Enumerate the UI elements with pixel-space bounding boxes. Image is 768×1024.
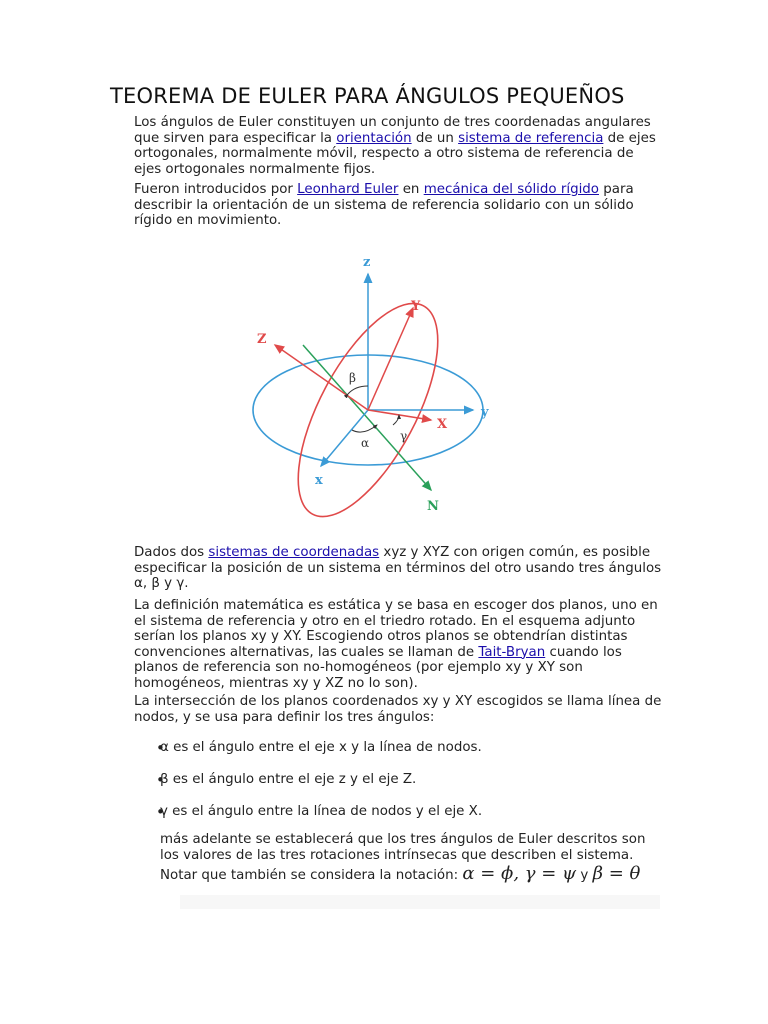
label-y: y — [481, 405, 489, 420]
text: de un — [411, 130, 459, 146]
label-x: x — [315, 473, 323, 488]
text: para describir la orientación de un sistema de referencia solidario con un sólido rígido en movimiento. — [134, 182, 634, 228]
definition-paragraph — [134, 598, 664, 691]
label-z: z — [363, 255, 371, 270]
coords-paragraph — [134, 545, 664, 592]
beta-arc — [348, 386, 368, 394]
text: xyz y XYZ con origen común, es posible especificar la posición de un sistema en términos del otro usando tres ángulos α, β y γ. — [134, 545, 662, 591]
link-mecanica-solido-rigido[interactable]: mecánica del sólido rígido — [423, 182, 599, 197]
bullet-beta-text: β es el ángulo entre el eje z y el eje Z. — [160, 772, 417, 787]
text: en — [398, 182, 424, 197]
link-sistemas-de-coordenadas[interactable]: sistemas de coordenadas — [208, 545, 380, 560]
nodes-paragraph: La intersección de los planos coordenados xy y XY escogidos se llama línea de nodos, y se usa para definir los tres ángulos: — [134, 694, 662, 725]
label-beta: β — [349, 371, 356, 385]
label-N: N — [427, 499, 439, 514]
link-sistema-de-referencia[interactable]: sistema de referencia — [458, 130, 604, 146]
label-alpha: α — [361, 436, 370, 450]
label-X: X — [437, 417, 448, 432]
notation-note — [160, 863, 660, 884]
label-Z: Z — [257, 332, 267, 347]
text: cuando los planos de referencia son no-homogéneos (por ejemplo xy y XY son homogéneos, mientras xy y XZ no lo son). — [134, 644, 622, 691]
text: Dados dos — [134, 545, 209, 560]
alpha-arc — [352, 425, 377, 432]
list-item — [134, 772, 664, 804]
link-leonhard-euler[interactable]: Leonhard Euler — [297, 182, 399, 197]
rotations-note: más adelante se establecerá que los tres ángulos de Euler descritos son los valores de las tres rotaciones intrínsecas que describen el sistema. — [160, 832, 646, 863]
bullet-alpha-text: α es el ángulo entre el eje x y la línea de nodos. — [160, 740, 482, 755]
bullet-gamma-text: γ es el ángulo entre la línea de nodos y el eje X. — [160, 804, 483, 819]
footer-shade — [180, 895, 660, 909]
intro-paragraph — [134, 115, 664, 177]
euler-paragraph — [134, 182, 664, 229]
link-orientacion[interactable]: orientación — [336, 130, 412, 146]
list-item — [134, 740, 664, 772]
angle-definitions-list — [134, 740, 664, 836]
page-title: TEOREMA DE EULER PARA ÁNGULOS PEQUEÑOS — [110, 84, 625, 108]
formula-alpha-gamma: α = ϕ, γ = ψ — [462, 863, 577, 884]
text: y — [576, 868, 593, 883]
euler-angles-diagram — [245, 250, 505, 520]
text: Fueron introducidos por — [134, 182, 298, 197]
label-Y: Y — [411, 299, 421, 314]
text: Notar que también se considera la notación: — [160, 868, 463, 883]
text: de ejes ortogonales, normalmente móvil, respecto a otro sistema de referencia de ejes ortogonales normalmente fijos. — [134, 130, 656, 177]
label-gamma: γ — [400, 429, 408, 443]
gamma-arc — [393, 415, 399, 425]
link-tait-bryan[interactable]: Tait-Bryan — [478, 644, 546, 660]
text: Los ángulos de Euler constituyen un conjunto de tres coordenadas angulares que sirven para especificar la — [134, 115, 651, 146]
text: La definición matemática es estática y se basa en escoger dos planos, uno en el sistema de referencia y otro en el triedro rotado. En el esquema adjunto serían los planos xy y XY. Escogiendo otros planos se obtendrían distintas convenciones alternativas, las cuales se llaman de — [134, 598, 658, 660]
formula-beta: β = θ — [592, 863, 641, 884]
